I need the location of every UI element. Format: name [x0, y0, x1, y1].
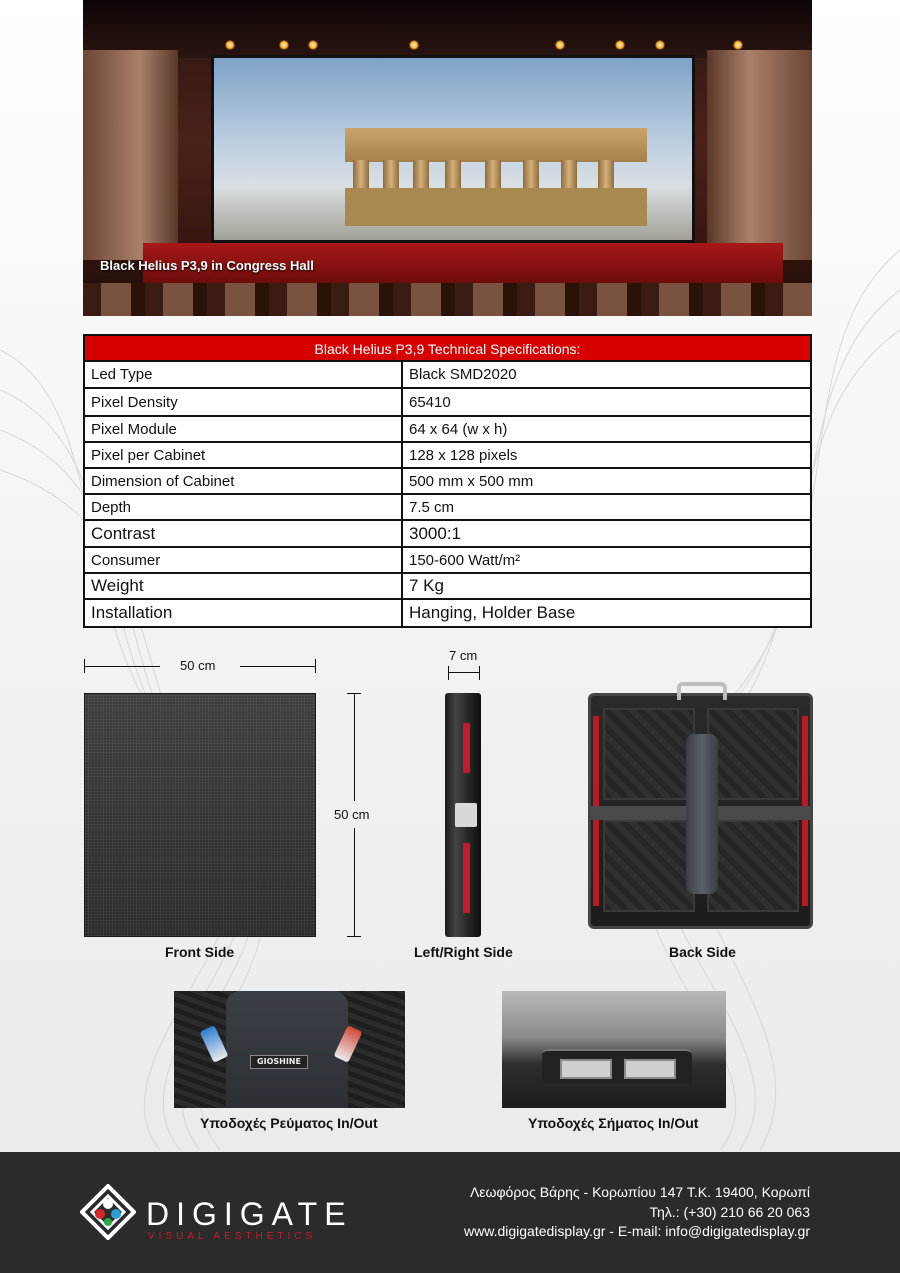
digigate-logo-icon [80, 1184, 136, 1240]
spec-row [85, 362, 810, 389]
spec-row [85, 574, 810, 600]
side-label: Left/Right Side [414, 944, 513, 960]
height-label: 50 cm [334, 807, 370, 822]
footer-web-email[interactable]: www.digigatedisplay.gr - E-mail: info@digigatedisplay.gr [464, 1223, 810, 1239]
stage-light-icon [409, 40, 419, 50]
ethernet-port-icon [624, 1059, 676, 1079]
spec-label: Dimension of Cabinet [85, 469, 403, 493]
banquet-tables [83, 283, 812, 316]
spec-label: Installation [85, 600, 403, 626]
hall-column-right [707, 50, 812, 260]
hero-photo [83, 0, 812, 316]
stage-light-icon [308, 40, 318, 50]
back-side-panel [588, 693, 813, 929]
spec-row [85, 469, 810, 495]
front-side-label: Front Side [165, 944, 235, 960]
front-side-panel [84, 693, 316, 937]
spec-value: 64 x 64 (w x h) [409, 420, 508, 438]
width-label: 50 cm [180, 658, 216, 673]
spec-label: Led Type [85, 362, 403, 387]
depth-dimension-line [448, 672, 480, 673]
spec-label: Pixel Module [85, 417, 403, 441]
brand-tagline: VISUAL AESTHETICS [148, 1231, 317, 1242]
dimension-tick [347, 936, 361, 937]
gioshine-logo: GIOSHINE [250, 1055, 308, 1069]
spec-row [85, 443, 810, 469]
spec-value: Hanging, Holder Base [409, 603, 576, 622]
side-panel [445, 693, 481, 937]
hero-caption: Black Helius P3,9 in Congress Hall [100, 258, 314, 273]
footer [0, 1152, 900, 1273]
spec-label: Depth [85, 495, 403, 519]
spec-row [85, 417, 810, 443]
spec-row [85, 548, 810, 574]
back-quadrant [603, 708, 695, 800]
back-quadrant [707, 708, 799, 800]
spec-label: Consumer [85, 548, 403, 572]
power-connector-label: Υποδοχές Ρεύματος In/Out [200, 1115, 378, 1131]
control-box [686, 734, 718, 894]
spec-label: Pixel per Cabinet [85, 443, 403, 467]
stage-light-icon [733, 40, 743, 50]
temple-roof [345, 128, 647, 162]
width-dimension-line [240, 666, 316, 667]
stage-light-icon [615, 40, 625, 50]
dimension-tick [84, 659, 85, 673]
signal-connector-label: Υποδοχές Σήματος In/Out [528, 1115, 699, 1131]
spec-value: Black SMD2020 [409, 366, 517, 383]
footer-phone: Τηλ.: (+30) 210 66 20 063 [649, 1204, 810, 1220]
hall-column-left [83, 50, 178, 260]
side-red-trim [463, 843, 470, 913]
spec-value: 7 Kg [409, 576, 444, 595]
spec-row [85, 600, 810, 626]
ethernet-port-icon [560, 1059, 612, 1079]
stage-light-icon [555, 40, 565, 50]
stage-truss [83, 0, 812, 58]
carry-handle [677, 682, 727, 700]
back-quadrant [707, 820, 799, 912]
back-side-label: Back Side [669, 944, 736, 960]
width-dimension-line [84, 666, 160, 667]
brand-name: DIGIGATE [146, 1196, 353, 1232]
spec-value: 7.5 cm [409, 498, 455, 516]
spec-value: 65410 [409, 393, 451, 411]
power-box [226, 991, 348, 1108]
spec-row [85, 521, 810, 548]
spec-value: 3000:1 [409, 523, 461, 543]
footer-address: Λεωφόρος Βάρης - Κορωπίου 147 Τ.Κ. 19400, Κορωπί [469, 1184, 810, 1200]
stage-light-icon [225, 40, 235, 50]
spec-table [83, 334, 812, 628]
temple-base [345, 188, 647, 226]
side-bracket [455, 803, 477, 827]
spec-row [85, 495, 810, 521]
depth-label: 7 cm [449, 648, 478, 663]
dimension-tick [315, 659, 316, 673]
height-dimension-line [354, 693, 355, 801]
dimension-tick [347, 693, 361, 694]
spec-row [85, 389, 810, 417]
stage-light-icon [279, 40, 289, 50]
stage-light-icon [655, 40, 665, 50]
spec-value: 128 x 128 pixels [409, 446, 518, 464]
dimension-tick [479, 666, 480, 680]
spec-label: Weight [85, 574, 403, 598]
spec-label: Pixel Density [85, 389, 403, 415]
back-quadrant [603, 820, 695, 912]
spec-value: 150-600 Watt/m² [409, 551, 521, 569]
spec-label: Contrast [85, 521, 403, 546]
dimension-tick [448, 666, 449, 680]
power-connector-photo [174, 991, 405, 1108]
signal-connector-photo [502, 991, 726, 1108]
spec-table-title: Black Helius P3,9 Technical Specifications: [85, 336, 810, 362]
side-red-trim [463, 723, 470, 773]
power-plug-in [200, 1025, 229, 1063]
spec-value: 500 mm x 500 mm [409, 472, 534, 490]
height-dimension-line [354, 828, 355, 937]
